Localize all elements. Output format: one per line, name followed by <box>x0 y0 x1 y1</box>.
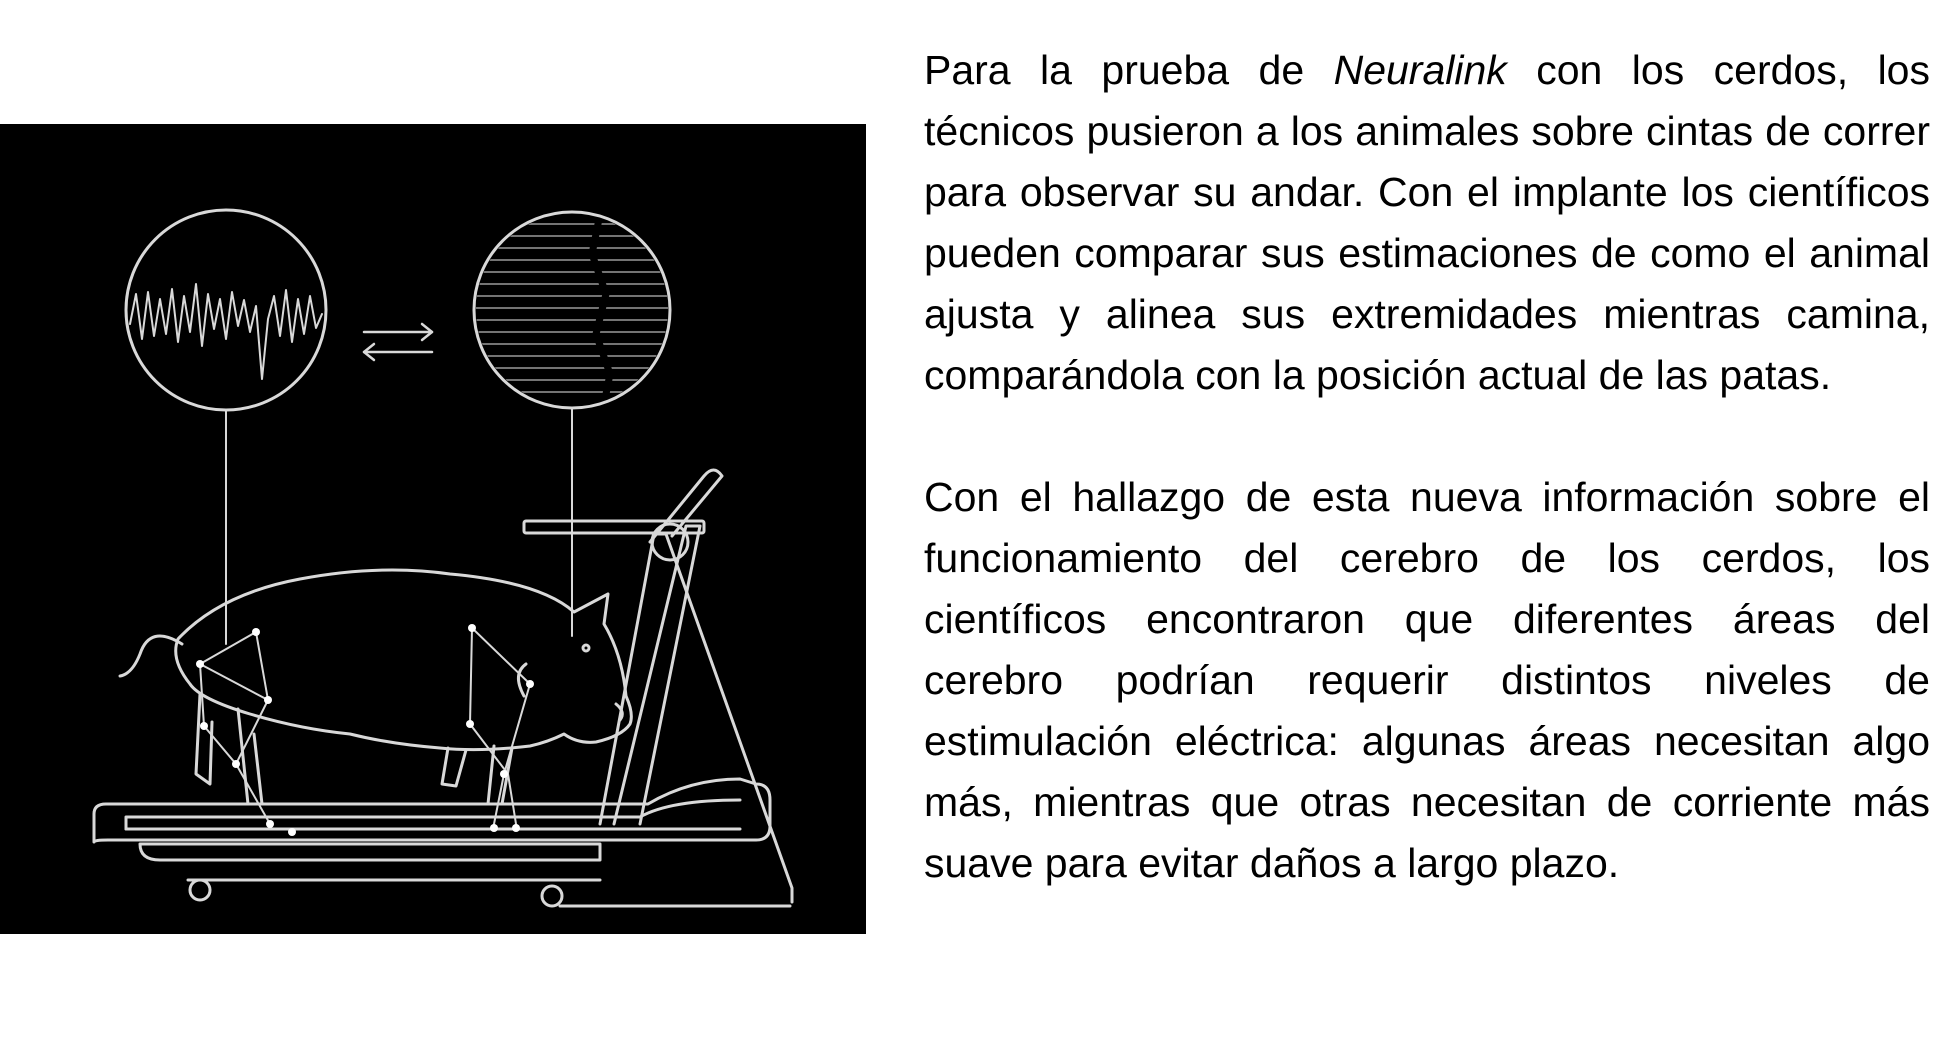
treadmill-icon <box>94 470 792 906</box>
neuralink-emphasis: Neuralink <box>1333 47 1507 93</box>
neural-signal-waveform-icon <box>126 210 326 410</box>
paragraph-1-rest: con los cerdos, los técnicos pusieron a los animales sobre cintas de correr para observar su andar. Con el implante los científicos pueden comparar sus estimaciones de como el animal ajusta y alinea sus extremidades mientras camina, comparándola con la posición actual de las patas. <box>924 47 1930 398</box>
paragraph-1-start: Para la prueba de <box>924 47 1334 93</box>
text-column <box>924 40 1930 894</box>
signal-exchange-arrows-icon <box>364 324 432 360</box>
pig-icon <box>120 570 631 804</box>
paragraph-brain-findings: Con el hallazgo de esta nueva información sobre el funcionamiento del cerebro de los cerdos, los científicos encontraron que diferentes áreas del cerebro podrían requerir distintos niveles de estimulación eléctrica: algunas áreas necesitan algo más, mientras que otras necesitan de corriente más suave para evitar daños a largo plazo. <box>924 474 1930 886</box>
neural-raster-icon <box>470 212 680 414</box>
neuralink-pig-treadmill-illustration <box>0 124 866 934</box>
paragraph-neuralink-test <box>924 40 1930 406</box>
